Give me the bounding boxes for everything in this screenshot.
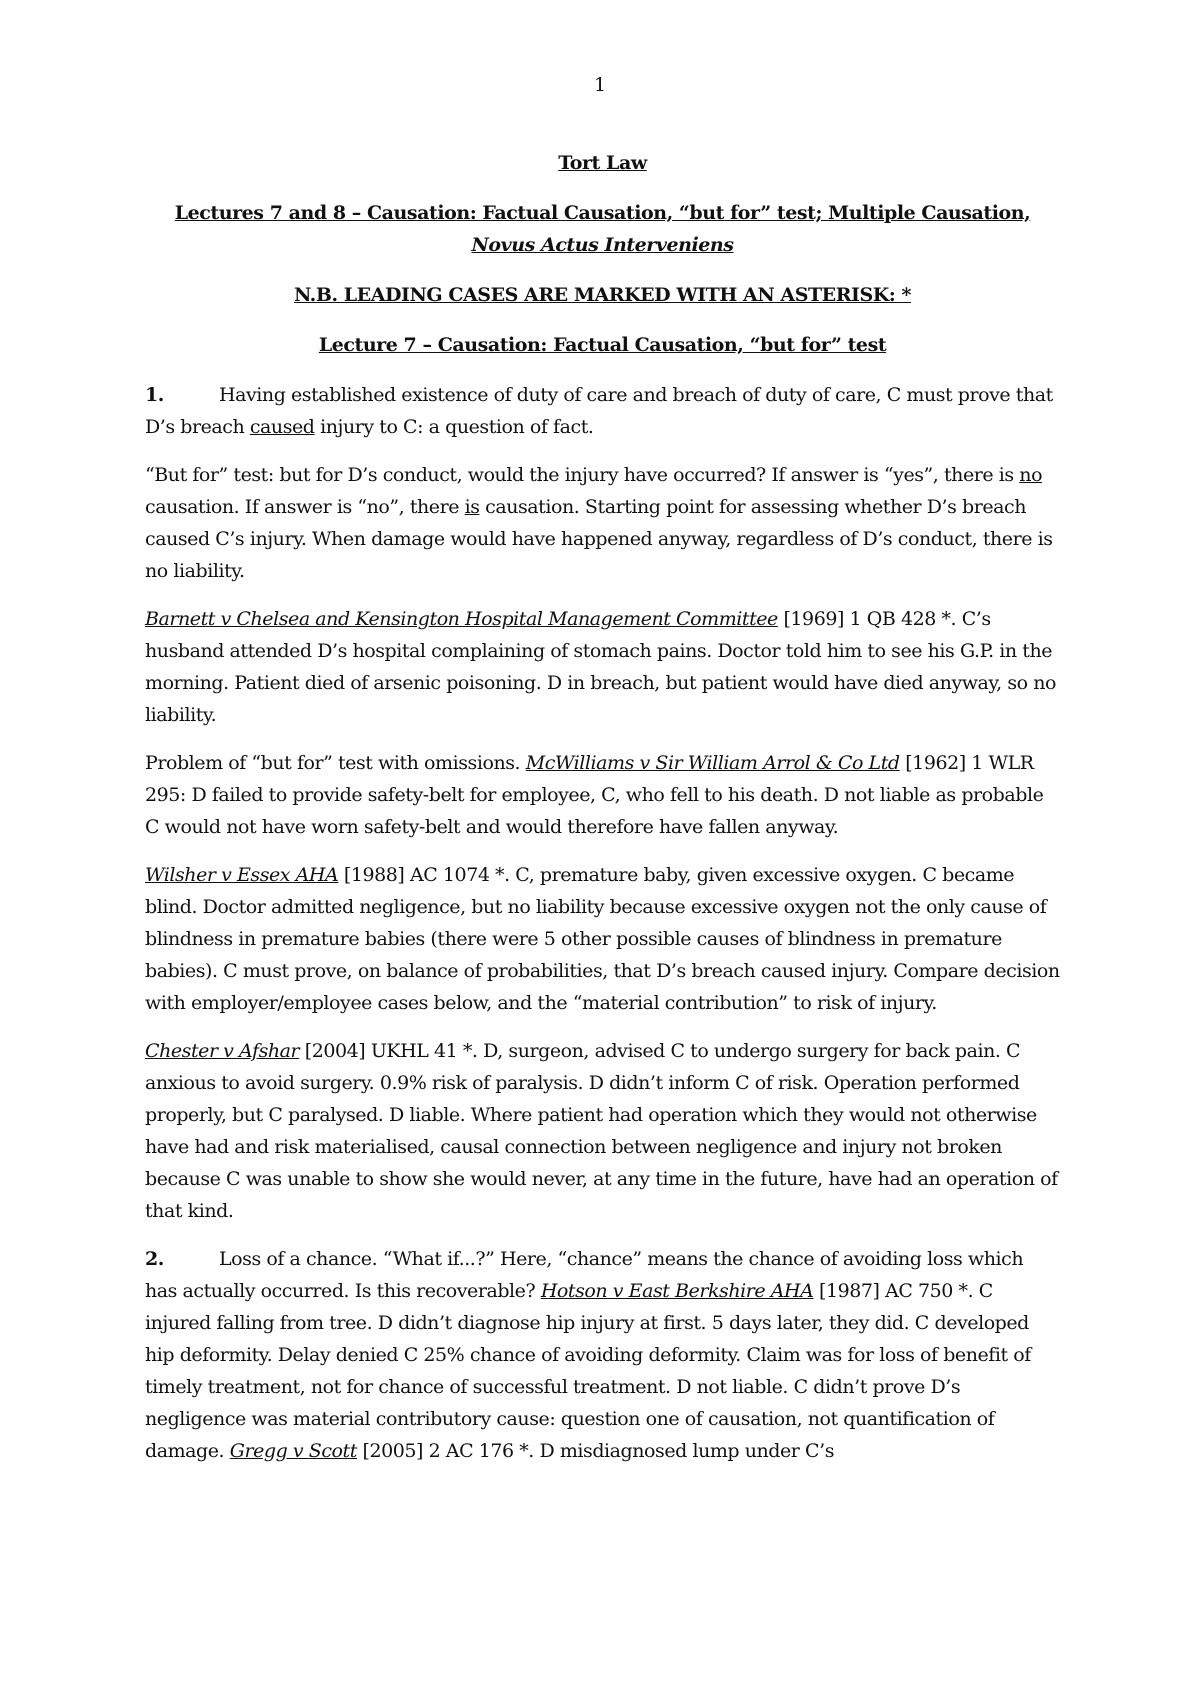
case-name: Hotson v East Berkshire AHA: [540, 1280, 814, 1302]
case-name: Chester v Afshar: [145, 1040, 300, 1062]
case-name: Gregg v Scott: [229, 1440, 357, 1462]
paragraph-text: [2004] UKHL 41 *. D, surgeon, advised C to undergo surgery for back pain. C anxious to avoid surgery. 0.9% risk of paralysis. D didn’t inform C of risk. Operation performed properly, but C paralysed. D liable. Where patient had operation which they would not otherwise have had and risk materialised, causal connection between negligence and injury not broken because C was unable to show she would never, at any time in the future, have had an operation of that kind.: [145, 1040, 1058, 1222]
paragraph-chester: [145, 1035, 1060, 1227]
document-title: [145, 147, 1060, 179]
paragraph-wilsher: [145, 859, 1060, 1019]
paragraph-1: [145, 379, 1060, 443]
lecture-heading-text: Lecture 7 – Causation: Factual Causation, “but for” test: [318, 334, 887, 356]
title-text: Tort Law: [558, 152, 647, 174]
paragraph-2-loss-of-chance: [145, 1243, 1060, 1467]
page-number: 1: [593, 74, 607, 96]
paragraph-text: Having established existence of duty of care and breach of duty of care, C must prove that D’s breach: [145, 384, 1053, 438]
paragraph-number: 1.: [145, 384, 164, 406]
case-name: McWilliams v Sir William Arrol & Co Ltd: [525, 752, 900, 774]
paragraph-text: Loss of a chance. “What if...?” Here, “chance” means the chance of avoiding loss which has actually occurred. Is this recoverable?: [145, 1248, 1024, 1302]
paragraph-barnett: [145, 603, 1060, 731]
paragraph-text: [1988] AC 1074 *. C, premature baby, given excessive oxygen. C became blind. Doctor admitted negligence, but no liability because excessive oxygen not the only cause of blindness in premature babies (there were 5 other possible causes of blindness in premature babies). C must prove, on balance of probabilities, that D’s breach caused injury. Compare decision with employer/employee cases below, and the “material contribution” to risk of injury.: [145, 864, 1060, 1014]
underlined-word: is: [464, 496, 480, 518]
paragraph-text: causation. Starting point for assessing whether D’s breach caused C’s injury. When damage would have happened anyway, regardless of D’s conduct, there is no liability.: [145, 496, 1053, 582]
nb-note-text: N.B. LEADING CASES ARE MARKED WITH AN ASTERISK: *: [293, 284, 912, 306]
underlined-word: no: [1019, 464, 1043, 486]
case-name: Wilsher v Essex AHA: [145, 864, 339, 886]
subtitle-line-1: Lectures 7 and 8 – Causation: Factual Causation, “but for” test; Multiple Causation,: [174, 202, 1031, 224]
lectures-subtitle: [145, 197, 1060, 261]
underlined-word: caused: [249, 416, 315, 438]
paragraph-number: 2.: [145, 1248, 164, 1270]
paragraph-text: [1987] AC 750 *. C injured falling from tree. D didn’t diagnose hip injury at first. 5 days later, they did. C developed hip deformity. Delay denied C 25% chance of avoiding deformity. Claim was for loss of benefit of timely treatment, not for chance of successful treatment. D not liable. C didn’t prove D’s negligence was material contributory cause: question one of causation, not quantification of damage.: [145, 1280, 1031, 1462]
paragraph-text: “But for” test: but for D’s conduct, would the injury have occurred? If answer is “yes”, there is: [145, 464, 1020, 486]
paragraph-mcwilliams: [145, 747, 1060, 843]
paragraph-text: causation. If answer is “no”, there: [145, 496, 465, 518]
paragraph-but-for-test: [145, 459, 1060, 587]
case-name: Barnett v Chelsea and Kensington Hospital Management Committee: [145, 608, 778, 630]
document-body: [145, 147, 1060, 1483]
paragraph-text: [1969] 1 QB 428 *. C’s husband attended D’s hospital complaining of stomach pains. Doctor told him to see his G.P. in the morning. Patient died of arsenic poisoning. D in breach, but patient would have died anyway, so no liability.: [145, 608, 1057, 726]
paragraph-text: Problem of “but for” test with omissions.: [145, 752, 526, 774]
paragraph-text: injury to C: a question of fact.: [314, 416, 594, 438]
subtitle-line-2: Novus Actus Interveniens: [471, 234, 734, 256]
leading-cases-note: [145, 279, 1060, 311]
lecture-7-heading: [145, 329, 1060, 361]
paragraph-text: [2005] 2 AC 176 *. D misdiagnosed lump under C’s: [356, 1440, 835, 1462]
paragraph-text: [1962] 1 WLR 295: D failed to provide safety-belt for employee, C, who fell to his death. D not liable as probable C would not have worn safety-belt and would therefore have fallen anyway.: [145, 752, 1044, 838]
